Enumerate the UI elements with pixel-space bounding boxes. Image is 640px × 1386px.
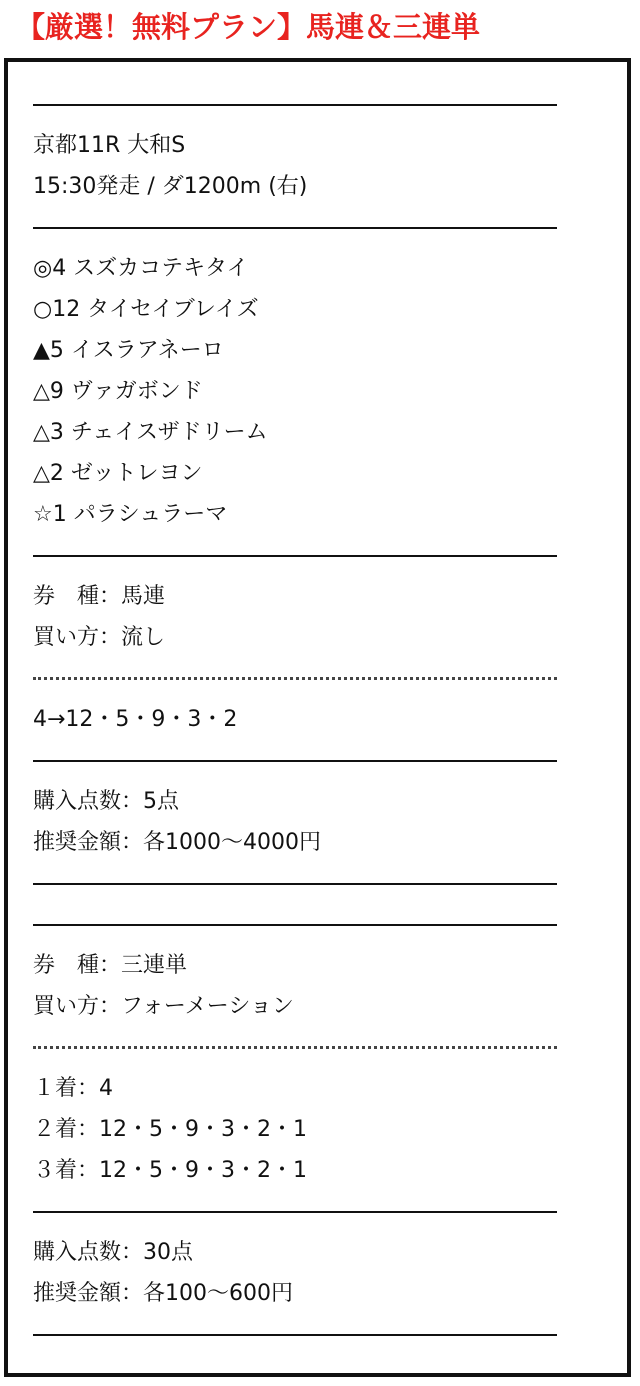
umaren-method: 買い方：流し bbox=[33, 625, 166, 650]
prediction-content bbox=[33, 84, 593, 1355]
divider bbox=[33, 207, 593, 248]
umaren-amount: 推奨金額：各1000〜4000円 bbox=[33, 830, 321, 855]
horse-mark-row: ☆1 パラシュラーマ bbox=[33, 502, 228, 527]
divider bbox=[33, 84, 593, 125]
sanrentan-ticket-type: 券 種：三連単 bbox=[33, 953, 188, 978]
umaren-ticket-type: 券 種：馬連 bbox=[33, 584, 166, 609]
dotted-divider bbox=[33, 658, 593, 699]
divider bbox=[33, 863, 593, 904]
horse-mark-row: △9 ヴァガボンド bbox=[33, 379, 203, 404]
divider bbox=[33, 535, 593, 576]
sanrentan-points: 購入点数：30点 bbox=[33, 1240, 193, 1265]
divider bbox=[33, 904, 593, 945]
divider bbox=[33, 1314, 593, 1355]
umaren-combination: 4→12・5・9・3・2 bbox=[33, 707, 238, 732]
page-title: 【厳選！無料プラン】馬連＆三連単 bbox=[16, 10, 481, 44]
prediction-box bbox=[4, 58, 631, 1377]
sanrentan-amount: 推奨金額：各100〜600円 bbox=[33, 1281, 293, 1306]
sanrentan-method: 買い方：フォーメーション bbox=[33, 994, 294, 1019]
umaren-points: 購入点数：5点 bbox=[33, 789, 179, 814]
divider bbox=[33, 740, 593, 781]
horse-mark-row: △3 チェイスザドリーム bbox=[33, 420, 268, 445]
sanrentan-first: １着：4 bbox=[33, 1076, 113, 1101]
sanrentan-third: ３着：12・5・9・3・2・1 bbox=[33, 1158, 307, 1183]
race-info: 15:30発走 / ダ1200m (右) bbox=[33, 174, 308, 199]
horse-mark-row: ◎4 スズカコテキタイ bbox=[33, 256, 249, 281]
divider bbox=[33, 1191, 593, 1232]
race-name: 京都11R 大和S bbox=[33, 133, 186, 158]
horse-mark-row: △2 ゼットレヨン bbox=[33, 461, 203, 486]
horse-mark-row: ▲5 イスラアネーロ bbox=[33, 338, 224, 363]
dotted-divider bbox=[33, 1027, 593, 1068]
horse-mark-row: ○12 タイセイブレイズ bbox=[33, 297, 259, 322]
sanrentan-second: ２着：12・5・9・3・2・1 bbox=[33, 1117, 307, 1142]
